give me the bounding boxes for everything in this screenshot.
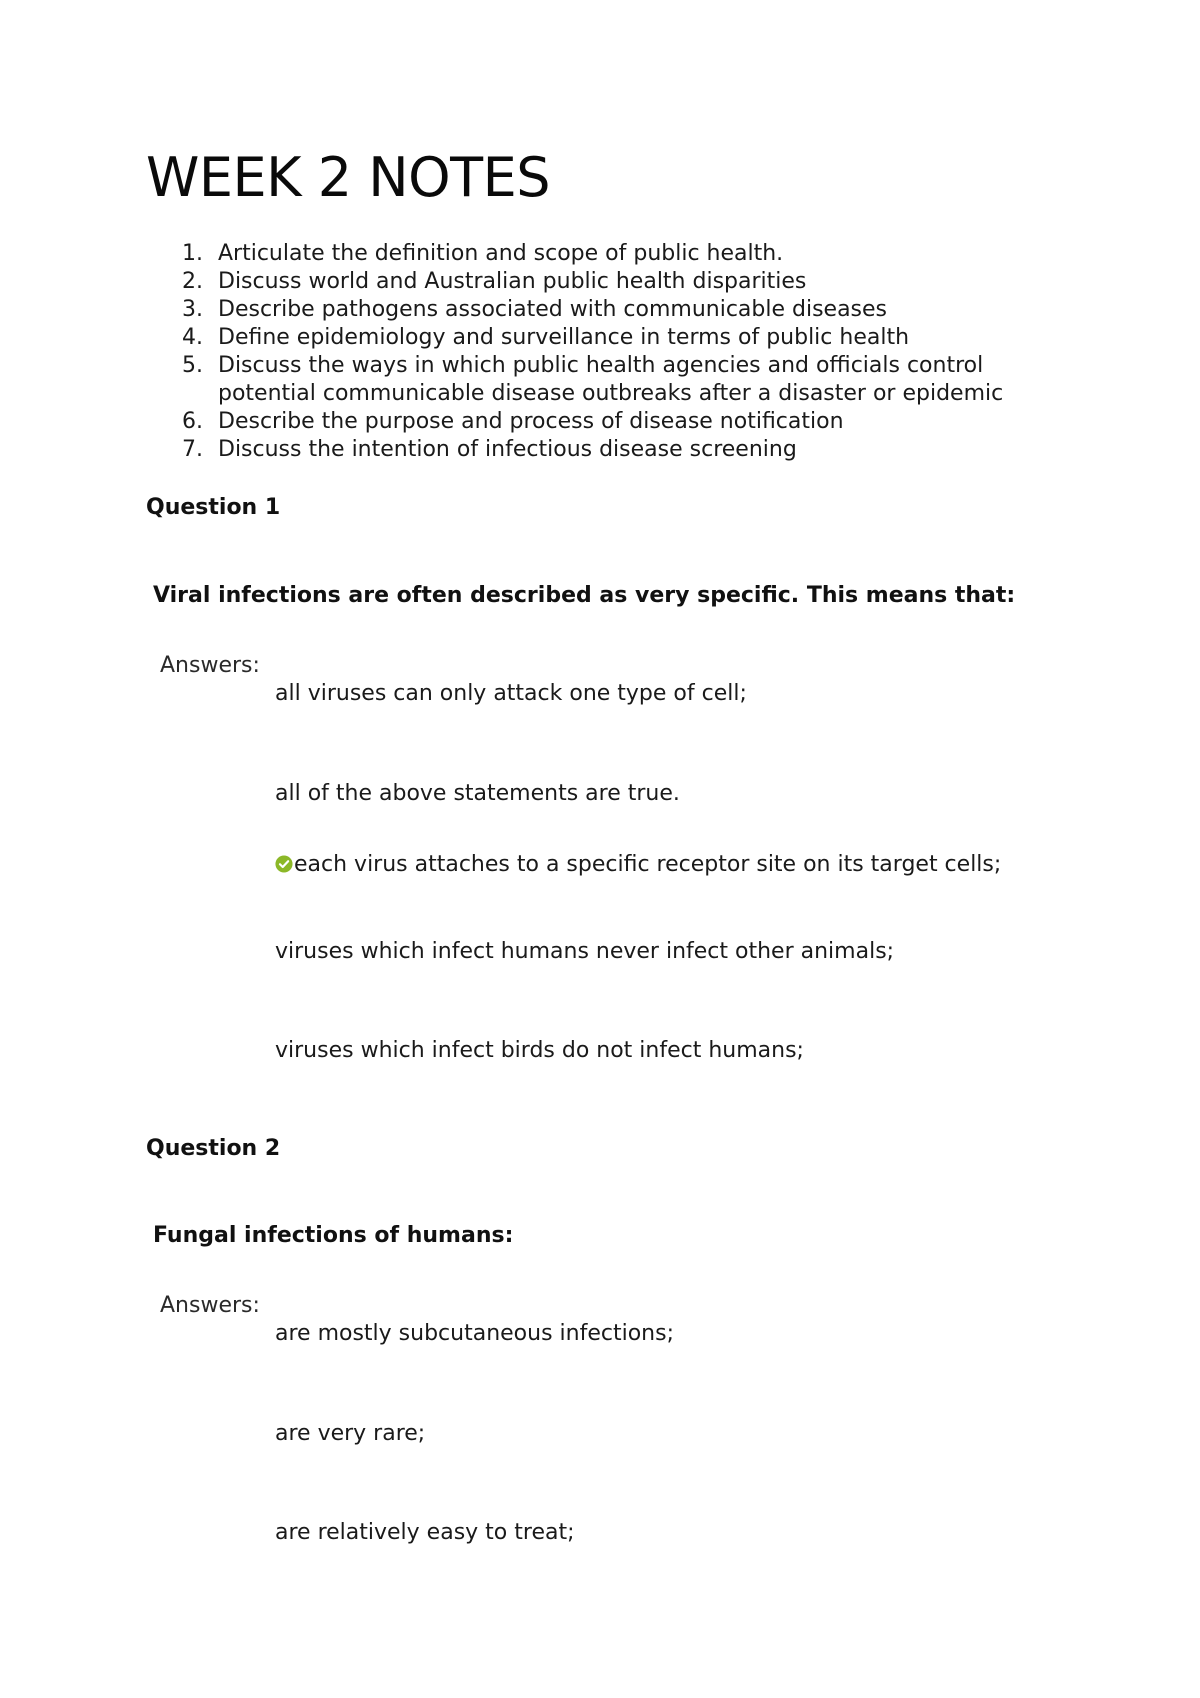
answer-option[interactable]: are relatively easy to treat; — [275, 1520, 575, 1545]
objective-item — [146, 436, 1046, 464]
objective-text: Define epidemiology and surveillance in terms of public health — [218, 325, 910, 350]
answers-label: Answers: — [160, 1293, 260, 1318]
objective-item — [146, 324, 1046, 352]
question-2-heading: Question 2 — [146, 1136, 281, 1161]
answer-option[interactable]: viruses which infect birds do not infect humans; — [275, 1038, 804, 1063]
answer-option-label: each virus attaches to a specific receptor site on its target cells; — [294, 852, 1002, 877]
objective-text: Describe the purpose and process of disease notification — [218, 409, 844, 434]
answer-option[interactable]: viruses which infect humans never infect other animals; — [275, 939, 895, 964]
answer-option[interactable]: are mostly subcutaneous infections; — [275, 1321, 674, 1346]
objective-text: Discuss the intention of infectious disease screening — [218, 437, 797, 462]
objective-item — [146, 296, 1046, 324]
question-2-stem: Fungal infections of humans: — [153, 1223, 514, 1248]
objective-number: 3. — [182, 297, 203, 322]
objective-text: Discuss the ways in which public health agencies and officials control potential communicable disease outbreaks after a disaster or epidemic — [218, 353, 1004, 406]
question-1-heading: Question 1 — [146, 495, 281, 520]
objective-number: 2. — [182, 269, 203, 294]
answer-option[interactable]: are very rare; — [275, 1421, 426, 1446]
objective-text: Discuss world and Australian public health disparities — [218, 269, 807, 294]
check-circle-icon — [275, 855, 293, 873]
answer-option-correct[interactable] — [275, 851, 1001, 879]
page-title: WEEK 2 NOTES — [146, 146, 551, 209]
objective-number: 7. — [182, 437, 203, 462]
objective-number: 4. — [182, 325, 203, 350]
objective-number: 6. — [182, 409, 203, 434]
objective-text: Describe pathogens associated with communicable diseases — [218, 297, 888, 322]
objective-item — [146, 240, 1046, 268]
answer-option[interactable]: all of the above statements are true. — [275, 781, 680, 806]
objective-item — [146, 352, 1046, 408]
objective-number: 1. — [182, 241, 203, 266]
objectives-list — [146, 240, 1046, 464]
answer-option[interactable]: all viruses can only attack one type of cell; — [275, 681, 747, 706]
objective-item — [146, 268, 1046, 296]
answers-label: Answers: — [160, 653, 260, 678]
objective-item — [146, 408, 1046, 436]
objective-text: Articulate the definition and scope of public health. — [218, 241, 784, 266]
question-1-stem: Viral infections are often described as very specific. This means that: — [153, 583, 1016, 608]
objective-number: 5. — [182, 353, 203, 378]
